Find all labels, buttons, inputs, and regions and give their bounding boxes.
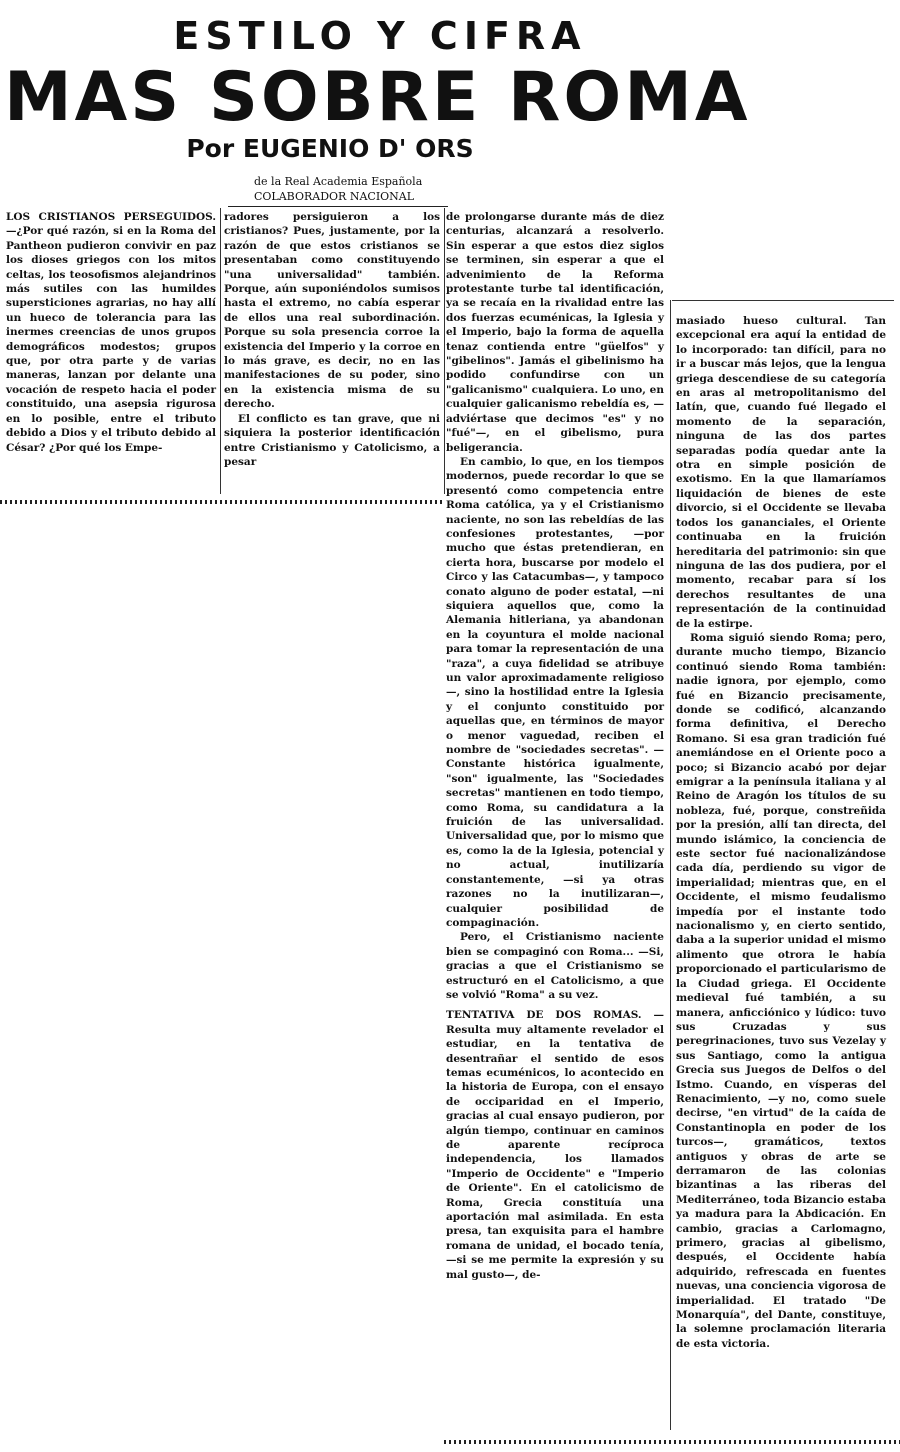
paragraph: Pero, el Cristianismo naciente bien se compaginó con Roma... —Si, gracias a que el Cristianismo se estructuró en el Catolicismo, a que se volvió "Roma" a su vez. bbox=[446, 931, 664, 1001]
paragraph: Roma siguió siendo Roma; pero, durante mucho tiempo, Bizancio continuó siendo Roma también: nadie ignora, por ejemplo, como fué en Bizancio precisamente, donde se codificó, alcanzando forma definitiva, el Derecho Romano. Si esa gran tradición fué anemiándose en el Oriente poco a poco; si Bizancio acabó por dejar emigrar a la península italiana y al Reino de Aragón los títulos de su nobleza, fué, porque, constreñida por la presión, allí tan directa, del mundo islámico, la conciencia de este sector fué nacionalizándose cada día, perdiendo su vigor de imperialidad; mientras que, en el Occidente, el mismo feudalismo impedía por el instante todo nacionalismo y, en cierto sentido, daba a la superior unidad el mismo alimento que otrora le había proporcionado el particularismo de la Ciudad griega. El Occidente medieval fué también, a su manera, anficciónico y lúdico: tuvo sus Cruzadas y sus peregrinaciones, tuvo sus Vezelay y sus Santiago, como la antigua Grecia sus Juegos de Delfos o del Istmo. Cuando, en vísperas del Renacimiento, —y no, como suele decirse, "en virtud" de la caída de Constantinopla en poder de los turcos—, gramáticos, textos antiguos y obras de arte se derramaron de las colonias bizantinas a las riberas del Mediterráneo, toda Bizancio estaba ya madura para la Abdicación. En cambio, gracias a Carlomagno, primero, gracias al gibelismo, después, el Occidente había adquirido, refrescada en fuentes nuevas, una conciencia vigorosa de imperialidad. El tratado "De Monarquía", del Dante, constituye, la solemne proclamación literaria de esta victoria. bbox=[676, 631, 887, 1350]
article-column-4 bbox=[676, 314, 886, 1351]
header-rule bbox=[228, 206, 448, 207]
paragraph: LOS CRISTIANOS PERSEGUIDOS. —¿Por qué razón, si en la Roma del Pantheon pudieron convivir en paz los dioses griegos con los mitos celtas, los teosofismos alejandrinos más sutiles con las humildes supersticiones agrarias, no hay allí un hueco de tolerancia para las inermes creencias de unos grupos demográficos modestos; grupos que, por otra parte y de varias maneras, lanzan por delante una vocación de respeto hacia el poder constituido, una asepsia rigurosa en lo posible, entre el tributo debido a Dios y el tributo debido al César? ¿Por qué los Empe- bbox=[6, 211, 216, 454]
credit-role: COLABORADOR NACIONAL bbox=[254, 190, 415, 203]
paragraph: En cambio, lo que, en los tiempos modernos, puede recordar lo que se presentó como competencia entre Roma católica, ya y el Cristianismo naciente, no son las rebeldías de las confesiones protestantes, —por mucho que éstas pretendieran, en cierta hora, buscarse por modelo el Circo y las Catacumbas—, y tampoco conato alguno de poder estatal, —ni siquiera aquellos que, como la Alemania hitleriana, ya abandonan en la coyuntura el molde nacional para tomar la representación de una "raza", a cuya fidelidad se atribuye un valor aproximadamente religioso—, sino la hostilidad entre la Iglesia y el conjunto constituido por aquellas que, en términos de mayor o menor vaguedad, reciben el nombre de "sociedades secretas". — Constante histórica igualmente, "son" igualmente, las "Sociedades secretas" mantienen en todo tiempo, como Roma, su candidatura a la fruición de las universalidad. Universalidad que, por lo mismo que es, como la de la Iglesia, potencial y no actual, inutilizaría constantemente, —si ya otras razones no la inutilizaran—, cualquier posibilidad de compaginación. bbox=[446, 455, 664, 929]
article-column-3 bbox=[446, 210, 664, 1282]
article-column-1 bbox=[6, 210, 216, 455]
column-top-rule bbox=[672, 300, 894, 301]
section-kicker: ESTILO Y CIFRA bbox=[173, 14, 587, 58]
paragraph: El conflicto es tan grave, que ni siquiera la posterior identificación entre Cristianismo y Catolicismo, a pesar bbox=[224, 412, 440, 468]
column-rule bbox=[444, 208, 445, 494]
article-column-2 bbox=[224, 210, 440, 469]
credit-academy: de la Real Academia Española bbox=[254, 175, 423, 188]
author-credit bbox=[254, 174, 474, 204]
article-headline: MAS SOBRE ROMA bbox=[4, 58, 751, 137]
section-paragraph: TENTATIVA DE DOS ROMAS. — Resulta muy altamente revelador el estudiar, en la tentativa de desentrañar el sentido de esos temas ecuménicos, lo acontecido en la historia de Europa, con el ensayo de occiparidad en el Imperio, gracias al cual ensayo pudieron, por algún tiempo, continuar en caminos de aparente recíproca independencia, los llamados "Imperio de Occidente" e "Imperio de Oriente". En el catolicismo de Roma, Grecia constituía una aportación mal asimilada. En esta presa, tan exquisita para el hambre romana de unidad, el bocado tenía, —si se me permite la expresión y su mal gusto—, de- bbox=[446, 1009, 664, 1281]
paragraph: de prolongarse durante más de diez centurias, alcanzará a resolverlo. Sin esperar a que estos diez siglos se terminen, sin esperar a que el advenimiento de la Reforma protestante turbe tal identificación, ya se recaía en la rivalidad entre las dos fuerzas ecuménicas, la Iglesia y el Imperio, bajo la forma de aquella tenaz contienda entre "güelfos" y "gibelinos". Jamás el gibelinismo ha podido confundirse con un "galicanismo" cualquiera. Lo uno, en cualquier galicanismo rebeldía es, —adviértase que decimos "es" y no "fué"—, en el gibelismo, pura beligerancia. bbox=[446, 211, 664, 454]
column-rule bbox=[670, 300, 671, 1430]
cut-line bbox=[444, 1440, 900, 1444]
cut-line bbox=[0, 500, 444, 504]
column-rule bbox=[220, 208, 221, 494]
paragraph: radores persiguieron a los cristianos? Pues, justamente, por la razón de que estos cristianos se presentaban como constituyendo "una universalidad" también. Porque, aún suponiéndolos sumisos hasta el extremo, no cabía esperar de ellos una real subordinación. Porque su sola presencia corroe la existencia del Imperio y la corroe en lo más grave, es decir, no en las manifestaciones de su poder, sino en la existencia misma de su derecho. bbox=[224, 211, 440, 411]
byline: Por EUGENIO D' ORS bbox=[186, 134, 474, 163]
paragraph: masiado hueso cultural. Tan excepcional era aquí la entidad de lo incorporado: tan difícil, para no ir a buscar más lejos, que la lengua griega descendiese de su categoría en aras al metropolitanismo del latín, que, cuando fué llegado el momento de la separación, ninguna de las dos partes separadas podía quedar ante la otra en simple posición de exotismo. En la que llamaríamos liquidación de bienes de este divorcio, si el Occidente se llevaba todos los gananciales, el Oriente continuaba en la fruición hereditaria del patrimonio: sin que ninguna de las dos pudiera, por el momento, recabar para sí los derechos resultantes de una representación de la continuidad de la estirpe. bbox=[676, 315, 886, 630]
